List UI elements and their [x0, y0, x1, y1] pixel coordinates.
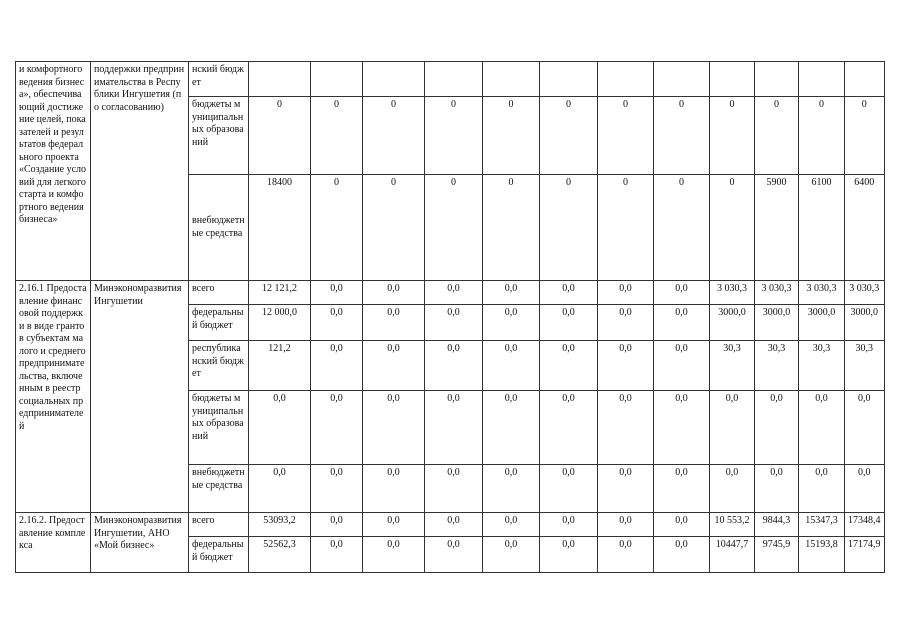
value-cell: 18400 — [249, 175, 311, 281]
value-cell: 0 — [311, 97, 363, 175]
value-cell: 0,0 — [311, 513, 363, 537]
value-cell: 9745,9 — [755, 537, 799, 573]
value-cell: 5900 — [755, 175, 799, 281]
value-cell: 0,0 — [654, 513, 710, 537]
value-cell: 30,3 — [710, 341, 755, 391]
value-cell: 10 553,2 — [710, 513, 755, 537]
value-cell: 0,0 — [755, 391, 799, 465]
value-cell — [540, 62, 598, 97]
value-cell — [755, 62, 799, 97]
value-cell: 0,0 — [598, 341, 654, 391]
funding-source-cell: бюджеты муниципальных образований — [189, 391, 249, 465]
value-cell: 0 — [483, 175, 540, 281]
value-cell: 0,0 — [425, 465, 483, 513]
value-cell: 3000,0 — [755, 305, 799, 341]
value-cell — [710, 62, 755, 97]
value-cell: 17174,9 — [845, 537, 885, 573]
value-cell: 0,0 — [540, 281, 598, 305]
value-cell: 3000,0 — [845, 305, 885, 341]
value-cell: 0,0 — [654, 281, 710, 305]
value-cell: 0,0 — [540, 391, 598, 465]
value-cell: 0,0 — [598, 391, 654, 465]
value-cell: 0,0 — [483, 341, 540, 391]
funding-source-cell: всего — [189, 281, 249, 305]
value-cell: 0,0 — [540, 465, 598, 513]
table-body — [16, 62, 885, 573]
value-cell — [799, 62, 845, 97]
value-cell: 30,3 — [845, 341, 885, 391]
value-cell: 0,0 — [425, 281, 483, 305]
value-cell: 0 — [654, 97, 710, 175]
funding-source-cell: бюджеты муниципальных образований — [189, 97, 249, 175]
value-cell — [654, 62, 710, 97]
value-cell: 0,0 — [845, 391, 885, 465]
value-cell: 0,0 — [483, 305, 540, 341]
value-cell: 0,0 — [540, 305, 598, 341]
value-cell: 0,0 — [799, 465, 845, 513]
funding-source-cell: федеральный бюджет — [189, 537, 249, 573]
value-cell: 0,0 — [654, 391, 710, 465]
value-cell: 0,0 — [598, 305, 654, 341]
value-cell: 0 — [710, 97, 755, 175]
value-cell: 0 — [540, 175, 598, 281]
value-cell: 3 030,3 — [755, 281, 799, 305]
value-cell: 0,0 — [311, 281, 363, 305]
value-cell: 0,0 — [654, 537, 710, 573]
value-cell: 0 — [710, 175, 755, 281]
funding-source-cell: республиканский бюджет — [189, 341, 249, 391]
value-cell: 3 030,3 — [799, 281, 845, 305]
value-cell — [845, 62, 885, 97]
value-cell: 0,0 — [799, 391, 845, 465]
value-cell: 0,0 — [710, 465, 755, 513]
value-cell — [363, 62, 425, 97]
value-cell: 0,0 — [710, 391, 755, 465]
value-cell: 0,0 — [654, 465, 710, 513]
value-cell: 0 — [363, 97, 425, 175]
value-cell: 0,0 — [363, 391, 425, 465]
table-row — [16, 281, 885, 305]
value-cell: 0,0 — [483, 537, 540, 573]
value-cell — [311, 62, 363, 97]
value-cell — [249, 62, 311, 97]
value-cell: 0,0 — [425, 305, 483, 341]
funding-source-cell: внебюджетные средства — [189, 175, 249, 281]
value-cell: 0,0 — [363, 513, 425, 537]
value-cell: 0 — [311, 175, 363, 281]
measure-name-cell: и комфортного ведения бизнеса», обеспечивающий достижение целей, показателей и результатов федерального проекта «Создание условий для легкого старта и комфортного ведения бизнеса» — [16, 62, 91, 281]
value-cell: 0,0 — [845, 465, 885, 513]
value-cell: 0,0 — [483, 513, 540, 537]
value-cell: 121,2 — [249, 341, 311, 391]
value-cell: 0,0 — [363, 281, 425, 305]
value-cell: 0 — [540, 97, 598, 175]
funding-source-cell: внебюджетные средства — [189, 465, 249, 513]
measure-name-cell: 2.16.1 Предоставление финансовой поддержки в виде грантов субъектам малого и среднего предпринимательства, включенным в реестр социальных предпринимателей — [16, 281, 91, 513]
budget-table — [15, 61, 885, 573]
funding-source-cell: всего — [189, 513, 249, 537]
value-cell: 0,0 — [425, 391, 483, 465]
value-cell: 17348,4 — [845, 513, 885, 537]
value-cell: 3000,0 — [710, 305, 755, 341]
responsible-cell: Минэкономразвития Ингушетии, АНО «Мой бизнес» — [91, 513, 189, 573]
value-cell: 0,0 — [363, 465, 425, 513]
value-cell: 10447,7 — [710, 537, 755, 573]
value-cell: 0,0 — [311, 305, 363, 341]
value-cell: 0,0 — [598, 537, 654, 573]
measure-name-cell: 2.16.2. Предоставление комплекса — [16, 513, 91, 573]
value-cell: 3 030,3 — [845, 281, 885, 305]
value-cell: 0 — [425, 175, 483, 281]
value-cell: 0,0 — [249, 391, 311, 465]
value-cell: 9844,3 — [755, 513, 799, 537]
value-cell: 0,0 — [598, 513, 654, 537]
value-cell: 52562,3 — [249, 537, 311, 573]
value-cell: 0 — [598, 97, 654, 175]
value-cell: 0,0 — [425, 341, 483, 391]
value-cell: 0,0 — [598, 465, 654, 513]
value-cell — [598, 62, 654, 97]
value-cell: 0,0 — [363, 537, 425, 573]
funding-source-cell: нский бюджет — [189, 62, 249, 97]
value-cell: 0,0 — [363, 341, 425, 391]
value-cell: 0,0 — [654, 305, 710, 341]
value-cell: 3000,0 — [799, 305, 845, 341]
value-cell: 0 — [425, 97, 483, 175]
value-cell: 15193,8 — [799, 537, 845, 573]
value-cell: 30,3 — [799, 341, 845, 391]
value-cell: 0,0 — [540, 341, 598, 391]
value-cell: 3 030,3 — [710, 281, 755, 305]
value-cell: 0,0 — [363, 305, 425, 341]
funding-source-cell: федеральный бюджет — [189, 305, 249, 341]
value-cell: 0 — [363, 175, 425, 281]
value-cell: 53093,2 — [249, 513, 311, 537]
table-row — [16, 62, 885, 97]
value-cell: 0 — [598, 175, 654, 281]
value-cell: 0 — [799, 97, 845, 175]
value-cell: 12 000,0 — [249, 305, 311, 341]
responsible-cell: Минэкономразвития Ингушетии — [91, 281, 189, 513]
value-cell: 0,0 — [425, 513, 483, 537]
value-cell: 0 — [755, 97, 799, 175]
value-cell: 0,0 — [311, 341, 363, 391]
value-cell: 0 — [654, 175, 710, 281]
value-cell: 12 121,2 — [249, 281, 311, 305]
value-cell: 0,0 — [654, 341, 710, 391]
value-cell — [483, 62, 540, 97]
value-cell: 0,0 — [311, 537, 363, 573]
value-cell: 15347,3 — [799, 513, 845, 537]
value-cell: 6100 — [799, 175, 845, 281]
value-cell: 30,3 — [755, 341, 799, 391]
value-cell: 0,0 — [598, 281, 654, 305]
value-cell: 0,0 — [540, 513, 598, 537]
value-cell: 0,0 — [311, 391, 363, 465]
value-cell: 0,0 — [540, 537, 598, 573]
value-cell — [425, 62, 483, 97]
value-cell: 0,0 — [483, 281, 540, 305]
value-cell: 0 — [483, 97, 540, 175]
value-cell: 0,0 — [311, 465, 363, 513]
value-cell: 0,0 — [483, 465, 540, 513]
value-cell: 0 — [249, 97, 311, 175]
value-cell: 0,0 — [425, 537, 483, 573]
value-cell: 0,0 — [249, 465, 311, 513]
table-row — [16, 513, 885, 537]
responsible-cell: поддержки предпринимательства в Республики Ингушетия (по согласованию) — [91, 62, 189, 281]
value-cell: 0 — [845, 97, 885, 175]
value-cell: 0,0 — [755, 465, 799, 513]
value-cell: 6400 — [845, 175, 885, 281]
value-cell: 0,0 — [483, 391, 540, 465]
